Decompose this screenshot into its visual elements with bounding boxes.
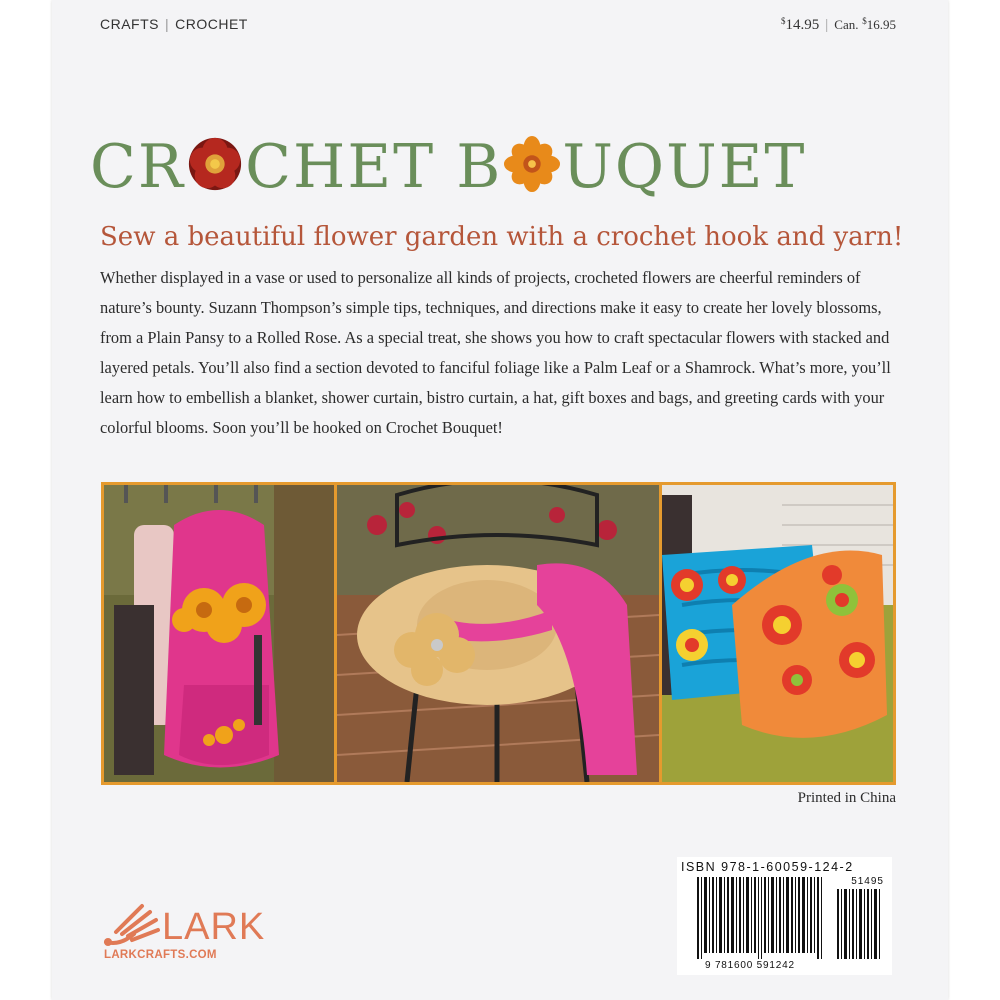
ean-number: 9 781600 591242 bbox=[705, 960, 795, 971]
category-label bbox=[100, 16, 248, 32]
barcode-area bbox=[677, 857, 892, 975]
price-can-symbol: $ bbox=[862, 16, 867, 26]
pillows-photo bbox=[662, 485, 893, 782]
title-part-3: UQUET bbox=[562, 132, 807, 202]
book-back-cover bbox=[52, 0, 948, 1000]
category-crafts: CRAFTS bbox=[100, 16, 159, 32]
ean-barcode bbox=[677, 857, 892, 975]
top-bar bbox=[100, 14, 896, 36]
title-part-1: CR bbox=[90, 132, 186, 202]
price-label bbox=[781, 16, 896, 34]
publisher-url: LARKCRAFTS.COM bbox=[104, 949, 217, 961]
price-code-label: 51495 bbox=[851, 876, 884, 887]
price-can-label: Can. bbox=[834, 17, 859, 32]
isbn-label: ISBN 978-1-60059-124-2 bbox=[681, 860, 854, 874]
title-part-2: CHET B bbox=[245, 132, 503, 202]
category-separator: | bbox=[165, 16, 170, 32]
printed-in-label: Printed in China bbox=[797, 790, 896, 806]
orange-flower-icon bbox=[503, 135, 561, 193]
hat-photo bbox=[337, 485, 659, 782]
lark-bird-icon bbox=[100, 902, 162, 952]
price-separator: | bbox=[825, 17, 829, 33]
price-can: 16.95 bbox=[866, 17, 896, 32]
photo-strip bbox=[101, 482, 896, 785]
subtitle: Sew a beautiful flower garden with a crochet hook and yarn! bbox=[100, 222, 904, 252]
red-flower-icon bbox=[186, 135, 244, 193]
price-us-symbol: $ bbox=[781, 16, 786, 26]
category-crochet: CROCHET bbox=[175, 16, 248, 32]
book-description: Whether displayed in a vase or used to personalize all kinds of projects, crocheted flowers are cheerful reminders of nature’s bounty. Suzann Thompson’s simple tips, techniques, and directions make it easy to create her lovely blossoms, from a Plain Pansy to a Rolled Rose. As a special treat, she shows you how to craft spectacular flowers with stacked and layered petals. You’ll also find a section devoted to fanciful foliage like a Palm Leaf or a Shamrock. What’s more, you’ll learn how to embellish a blanket, shower curtain, bistro curtain, a hat, gift boxes and bags, and greeting cards with your colorful blooms. Soon you’ll be hooked on Crochet Bouquet! bbox=[100, 268, 891, 437]
price-us: 14.95 bbox=[785, 17, 820, 33]
publisher-name: LARK bbox=[162, 906, 266, 948]
publisher-logo bbox=[100, 898, 300, 968]
book-title bbox=[90, 122, 910, 212]
backpack-photo bbox=[104, 485, 334, 782]
